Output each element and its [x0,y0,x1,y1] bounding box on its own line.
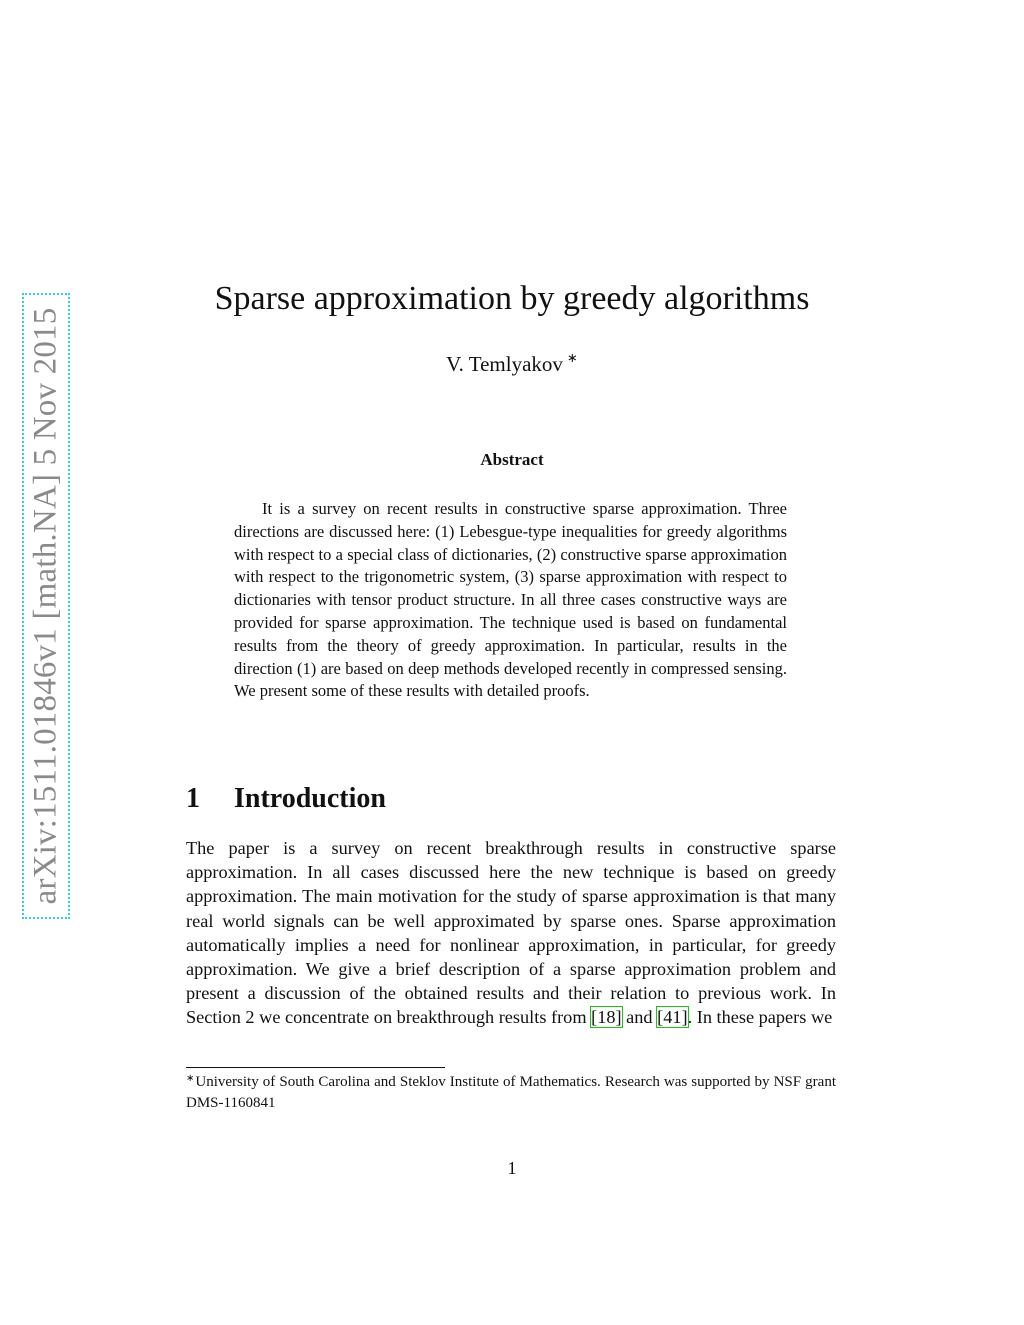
citation-link-18[interactable]: [18] [591,1007,622,1028]
paper-title: Sparse approximation by greedy algorithms [214,280,810,317]
citation-link-41[interactable]: [41] [657,1007,688,1028]
arxiv-stamp[interactable] [22,293,70,919]
footnote [186,1069,836,1113]
section-number: 1 [186,783,200,814]
author-footnote-mark: ∗ [566,350,578,365]
arxiv-identifier: arXiv:1511.01846v1 [math.NA] 5 Nov 2015 [27,307,64,905]
section-heading [186,783,386,815]
introduction-paragraph [186,836,836,1030]
author-name: V. Temlyakov [446,352,563,376]
page-number: 1 [507,1158,517,1178]
footnote-mark: ∗ [186,1073,195,1084]
intro-text-between: and [621,1007,658,1028]
abstract-text: It is a survey on recent results in constructive sparse approximation. Three directions are discussed here: (1) Lebesgue-type inequalities for greedy algorithms with respect to a special class of dictionaries, (2) constructive sparse approximation with respect to the trigonometric system, (3) sparse approximation with respect to dictionaries with tensor product structure. In all three cases constructive ways are provided for sparse approximation. The technique used is based on fundamental results from the theory of greedy approximation. In particular, results in the direction (1) are based on deep methods developed recently in compressed sensing. We present some of these results with detailed proofs. [234,499,787,701]
intro-text: The paper is a survey on recent breakthrough results in constructive sparse approximation. In all cases discussed here the new technique is based on greedy approximation. The main motivation for the study of sparse approximation is that many real world signals can be well approximated by sparse ones. Sparse approximation automatically implies a need for nonlinear approximation, in particular, for greedy approximation. We give a brief description of a sparse approximation problem and present a discussion of the obtained results and their relation to previous work. In Section 2 we concentrate on breakthrough results from [186,838,836,1028]
author-line [0,350,1024,377]
abstract-heading: Abstract [480,450,544,469]
section-title: Introduction [234,783,386,814]
footnote-text: University of South Carolina and Steklov Institute of Mathematics. Research was supported by NSF grant DMS-1160841 [186,1074,836,1111]
intro-text-end: . In these papers we [687,1007,833,1028]
footnote-rule [186,1067,445,1068]
